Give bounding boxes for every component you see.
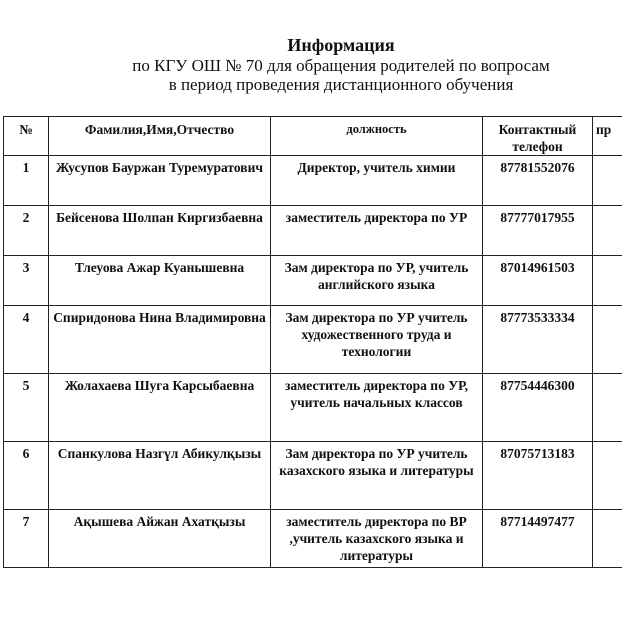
staff-position: Зам директора по УР, учитель английского языка (271, 256, 483, 306)
table-row (4, 206, 622, 256)
extra-cell (593, 442, 622, 510)
row-number: 4 (4, 306, 49, 374)
document-title: Информация (287, 35, 395, 55)
column-header-position: должность (271, 117, 483, 156)
staff-phone: 87014961503 (483, 256, 593, 306)
extra-cell (593, 206, 622, 256)
staff-phone: 87773533334 (483, 306, 593, 374)
column-header-extra: пр (593, 117, 622, 156)
table-row (4, 256, 622, 306)
row-number: 3 (4, 256, 49, 306)
extra-cell (593, 256, 622, 306)
staff-name: Бейсенова Шолпан Киргизбаевна (49, 206, 271, 256)
table-row (4, 442, 622, 510)
staff-position: Зам директора по УР учитель казахского языка и литературы (271, 442, 483, 510)
row-number: 7 (4, 510, 49, 568)
staff-position: заместитель директора по УР (271, 206, 483, 256)
column-header-phone: Контактный телефон (483, 117, 593, 156)
extra-cell (593, 306, 622, 374)
staff-phone: 87777017955 (483, 206, 593, 256)
staff-phone: 87714497477 (483, 510, 593, 568)
row-number: 6 (4, 442, 49, 510)
staff-position: Зам директора по УР учитель художественного труда и технологии (271, 306, 483, 374)
column-header-number: № (4, 117, 49, 156)
table-header-row (4, 117, 622, 156)
staff-position: Директор, учитель химии (271, 156, 483, 206)
row-number: 5 (4, 374, 49, 442)
staff-phone: 87781552076 (483, 156, 593, 206)
extra-cell (593, 374, 622, 442)
table-row (4, 374, 622, 442)
staff-name: Спанкулова Назгүл Абикулқызы (49, 442, 271, 510)
document-heading (0, 36, 622, 94)
row-number: 2 (4, 206, 49, 256)
document-subtitle-line-1: по КГУ ОШ № 70 для обращения родителей по вопросам (132, 56, 550, 75)
table-row (4, 156, 622, 206)
extra-cell (593, 510, 622, 568)
staff-name: Спиридонова Нина Владимировна (49, 306, 271, 374)
staff-position: заместитель директора по ВР ,учитель казахского языка и литературы (271, 510, 483, 568)
staff-phone: 87075713183 (483, 442, 593, 510)
staff-phone: 87754446300 (483, 374, 593, 442)
column-header-full-name: Фамилия,Имя,Отчество (49, 117, 271, 156)
row-number: 1 (4, 156, 49, 206)
table-row (4, 510, 622, 568)
staff-name: Жусупов Бауржан Туремуратович (49, 156, 271, 206)
staff-contact-table (3, 116, 622, 568)
document-subtitle-line-2: в период проведения дистанционного обучения (168, 75, 514, 94)
staff-name: Тлеуова Ажар Куанышевна (49, 256, 271, 306)
table-row (4, 306, 622, 374)
extra-cell (593, 156, 622, 206)
staff-name: Ақышева Айжан Ахатқызы (49, 510, 271, 568)
staff-name: Жолахаева Шуга Карсыбаевна (49, 374, 271, 442)
staff-position: заместитель директора по УР, учитель начальных классов (271, 374, 483, 442)
